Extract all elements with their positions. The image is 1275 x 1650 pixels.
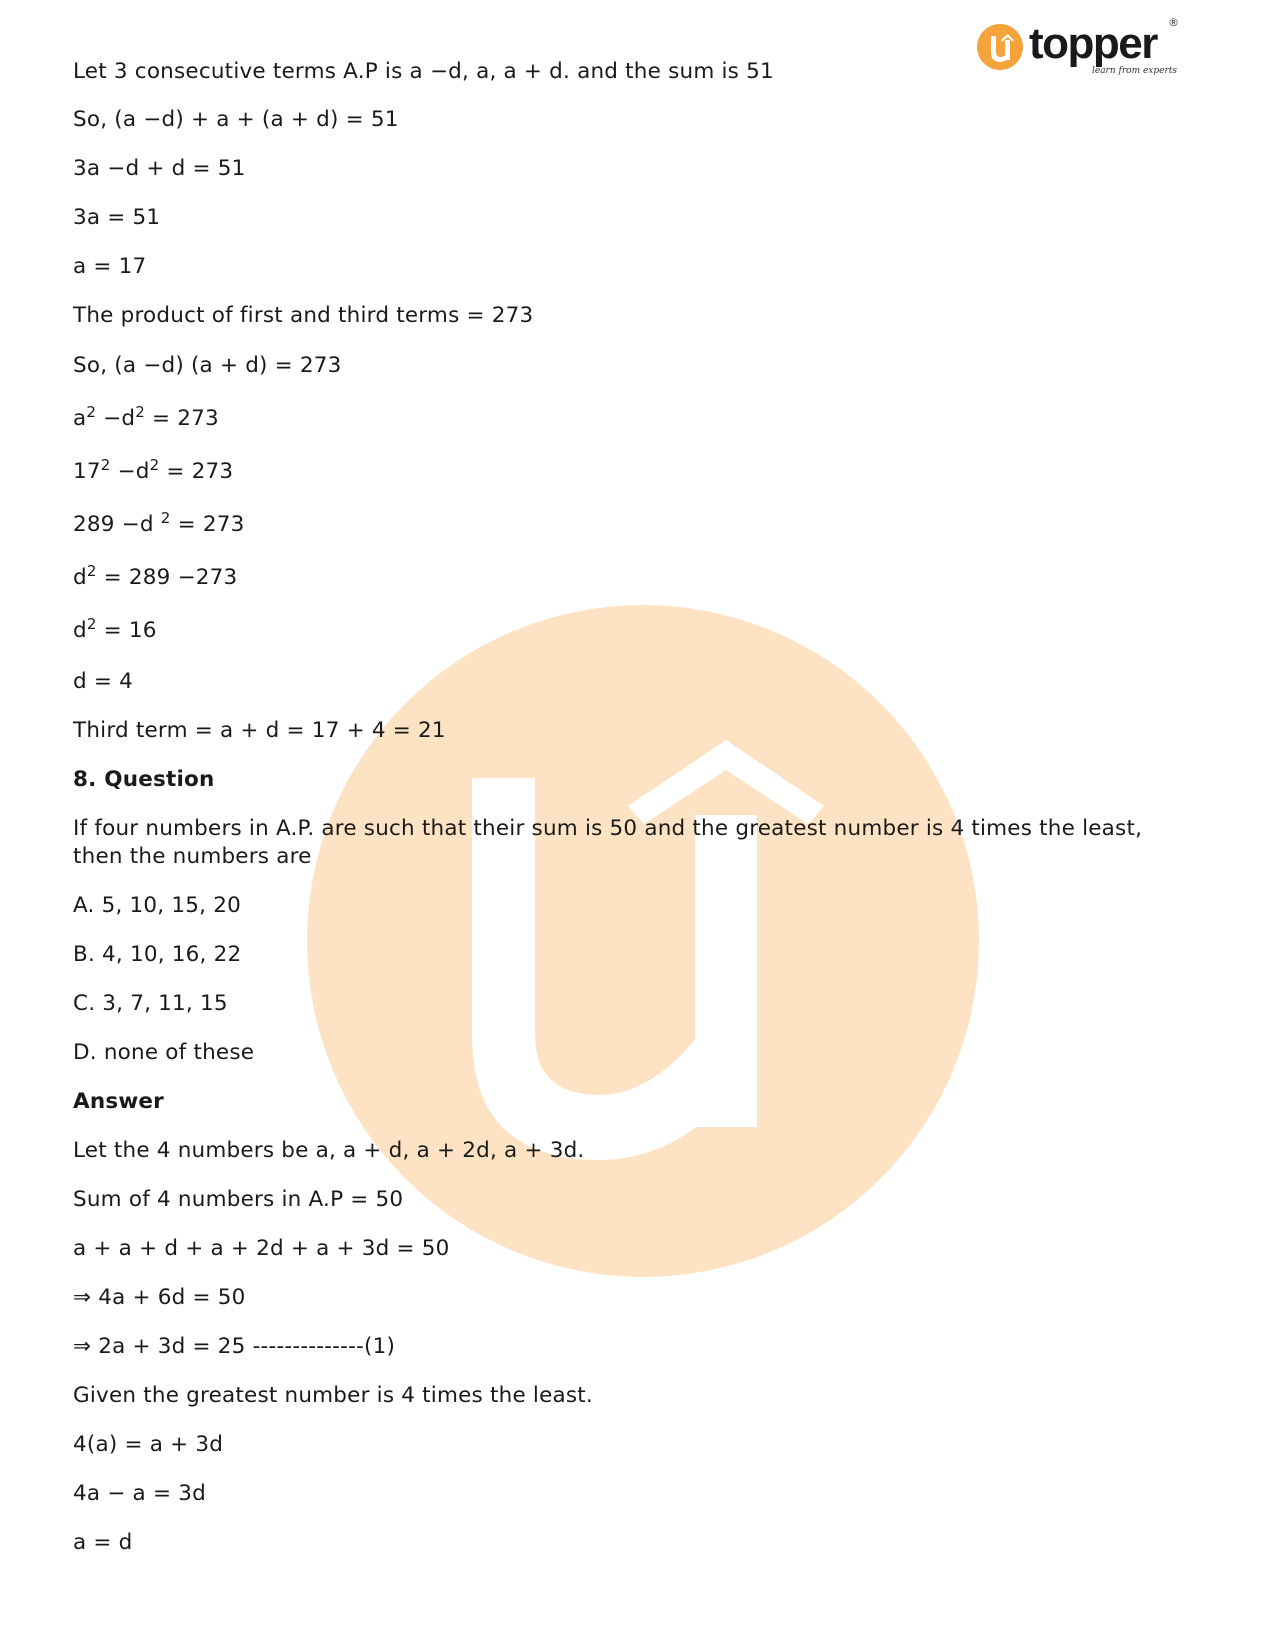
equation-line: 289 −d $^2$ = 273 [73,509,245,537]
text-line: ⇒ 2a + 3d = 25 --------------(1) [73,1334,396,1359]
answer-heading: Answer [73,1089,164,1114]
text-line: The product of first and third terms = 273 [73,303,534,328]
option-c: C. 3, 7, 11, 15 [73,991,228,1016]
logo-wordmark: topper [1029,19,1157,68]
text-line: 3a −d + d = 51 [73,156,246,181]
question-text: If four numbers in A.P. are such that their sum is 50 and the greatest number is 4 times the least, then the numbers are [73,816,1143,869]
question-heading: 8. Question [73,767,215,792]
text-line: 4(a) = a + 3d [73,1432,224,1457]
registered-mark: ® [1168,16,1179,29]
text-line: a = 17 [73,254,147,279]
equation-line: $d^2 = 16$ [73,615,157,643]
equation-line: $a^2 -d^2 = 273$ [73,403,219,431]
text-line: d = 4 [73,669,134,694]
text-line: Sum of 4 numbers in A.P = 50 [73,1187,404,1212]
text-line: So, (a −d) (a + d) = 273 [73,353,342,378]
topper-logo [977,18,1177,80]
text-line: ⇒ 4a + 6d = 50 [73,1285,246,1310]
text-line: 4a − a = 3d [73,1481,206,1506]
text-line: So, (a −d) + a + (a + d) = 51 [73,107,399,132]
text-line: Third term = a + d = 17 + 4 = 21 [73,718,446,743]
equation-line: $d^2 = 289 -273$ [73,562,238,590]
option-a: A. 5, 10, 15, 20 [73,893,241,918]
text-line: Let the 4 numbers be a, a + d, a + 2d, a + 3d. [73,1138,585,1163]
equation-line: $17^2 -d^2 = 273$ [73,456,234,484]
option-b: B. 4, 10, 16, 22 [73,942,242,967]
text-line: 3a = 51 [73,205,161,230]
text-line: Given the greatest number is 4 times the least. [73,1383,593,1408]
watermark-circle [307,605,979,1277]
text-line: Let 3 consecutive terms A.P is a −d, a, a + d. and the sum is 51 [73,59,774,84]
option-d: D. none of these [73,1040,255,1065]
logo-u-icon [977,24,1023,70]
text-line: a = d [73,1530,133,1555]
text-line: a + a + d + a + 2d + a + 3d = 50 [73,1236,450,1261]
logo-tagline: learn from experts [1091,66,1177,76]
